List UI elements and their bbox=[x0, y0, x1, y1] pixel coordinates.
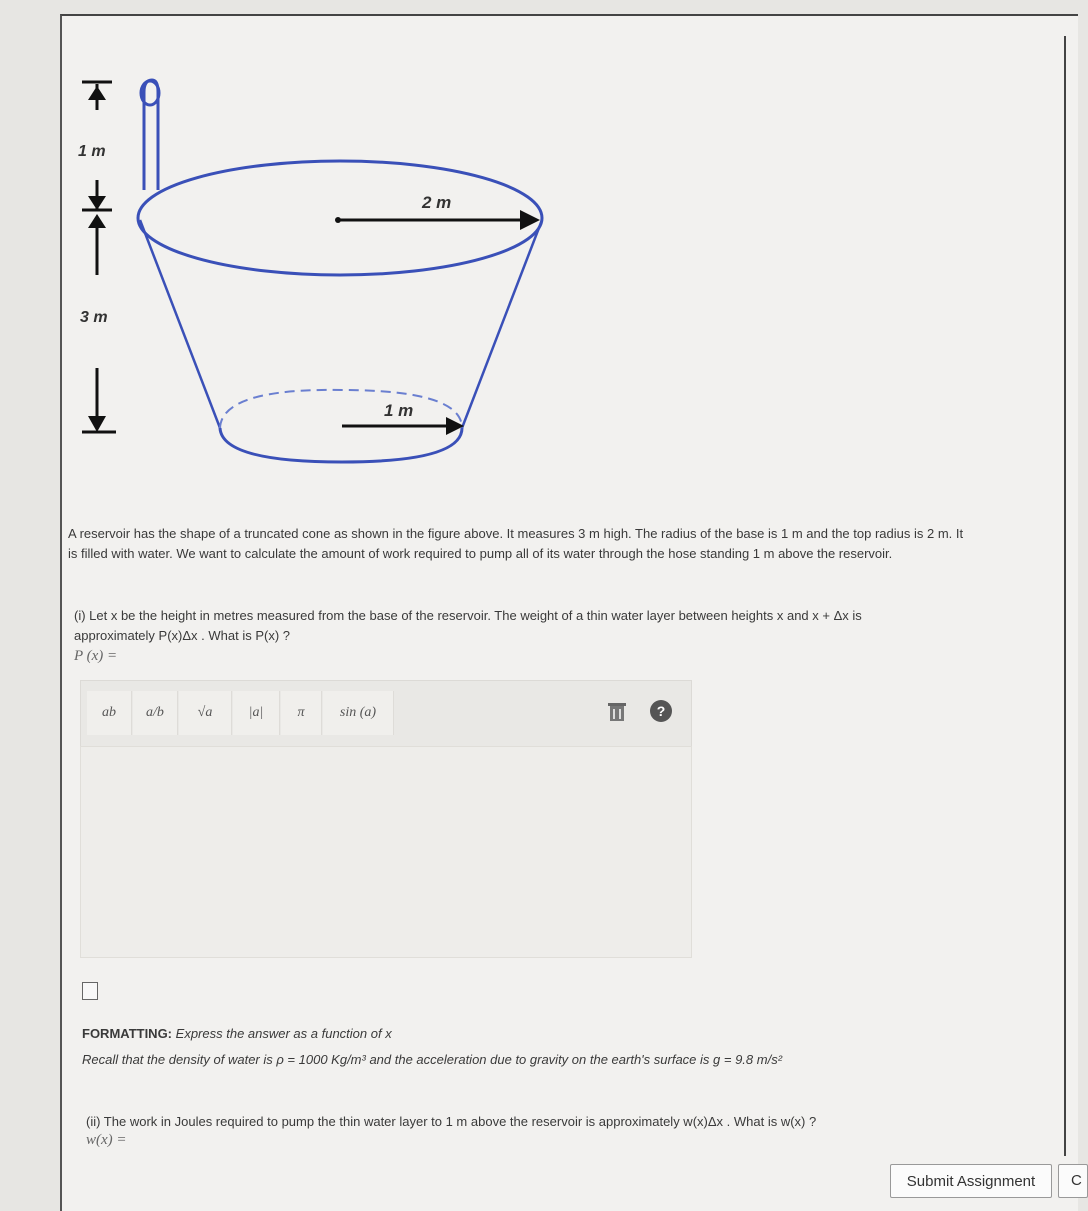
base-radius-label: 1 m bbox=[384, 401, 414, 420]
abs-button[interactable]: |a| bbox=[233, 691, 280, 735]
base-back bbox=[220, 390, 462, 428]
part2-answer-label: w(x) = bbox=[86, 1132, 127, 1148]
preview-icon[interactable] bbox=[82, 982, 98, 1000]
part1-question-line2: approximately P(x)Δx . What is P(x) ? bbox=[74, 628, 291, 643]
formatting-hint: Express the answer as a function of x bbox=[175, 1026, 392, 1041]
part1-answer-label: P (x) = bbox=[74, 648, 118, 664]
part1-question-line1: (i) Let x be the height in metres measured from the base of the reservoir. The weight of a thin water layer between heights x and x + Δx is bbox=[74, 608, 862, 623]
left-side bbox=[140, 220, 220, 428]
part1-answer-input[interactable] bbox=[80, 746, 692, 958]
hose-shape bbox=[144, 80, 158, 190]
top-radius-label: 2 m bbox=[422, 193, 452, 212]
reservoir-height-label: 3 m bbox=[80, 309, 108, 326]
problem-intro-line2: is filled with water. We want to calculate the amount of work required to pump all of its water through the hose standing 1 m above the reservoir. bbox=[68, 546, 893, 561]
problem-intro-line1: A reservoir has the shape of a truncated cone as shown in the figure above. It measures 3 m high. The radius of the base is 1 m and the top radius is 2 m. It bbox=[68, 526, 964, 541]
formatting-label: FORMATTING: bbox=[82, 1026, 173, 1041]
math-toolbar bbox=[80, 680, 692, 748]
secondary-button[interactable]: C bbox=[1058, 1164, 1088, 1198]
fraction-button[interactable]: a/b bbox=[133, 691, 178, 735]
sqrt-button[interactable]: √a bbox=[179, 691, 232, 735]
help-icon[interactable]: ? bbox=[650, 700, 672, 722]
part2-question: (ii) The work in Joules required to pump the thin water layer to 1 m above the reservoir is approximately w(x)Δx . What is w(x) ? bbox=[86, 1114, 817, 1129]
sin-button[interactable]: sin (a) bbox=[323, 691, 394, 735]
hose-height-label: 1 m bbox=[78, 143, 106, 160]
recall-note: Recall that the density of water is ρ = 1000 Kg/m³ and the acceleration due to gravity on the earth's surface is g = 9.8 m/s² bbox=[82, 1052, 783, 1067]
trash-icon[interactable] bbox=[608, 702, 626, 722]
base-front bbox=[220, 428, 462, 462]
panel-border bbox=[1064, 36, 1066, 1156]
pi-button[interactable]: π bbox=[281, 691, 322, 735]
top-radius-arrowhead bbox=[520, 210, 540, 230]
formatting-note bbox=[82, 1024, 392, 1044]
reservoir-figure bbox=[62, 60, 562, 480]
power-button[interactable]: ab bbox=[87, 691, 132, 735]
submit-assignment-button[interactable]: Submit Assignment bbox=[890, 1164, 1052, 1198]
